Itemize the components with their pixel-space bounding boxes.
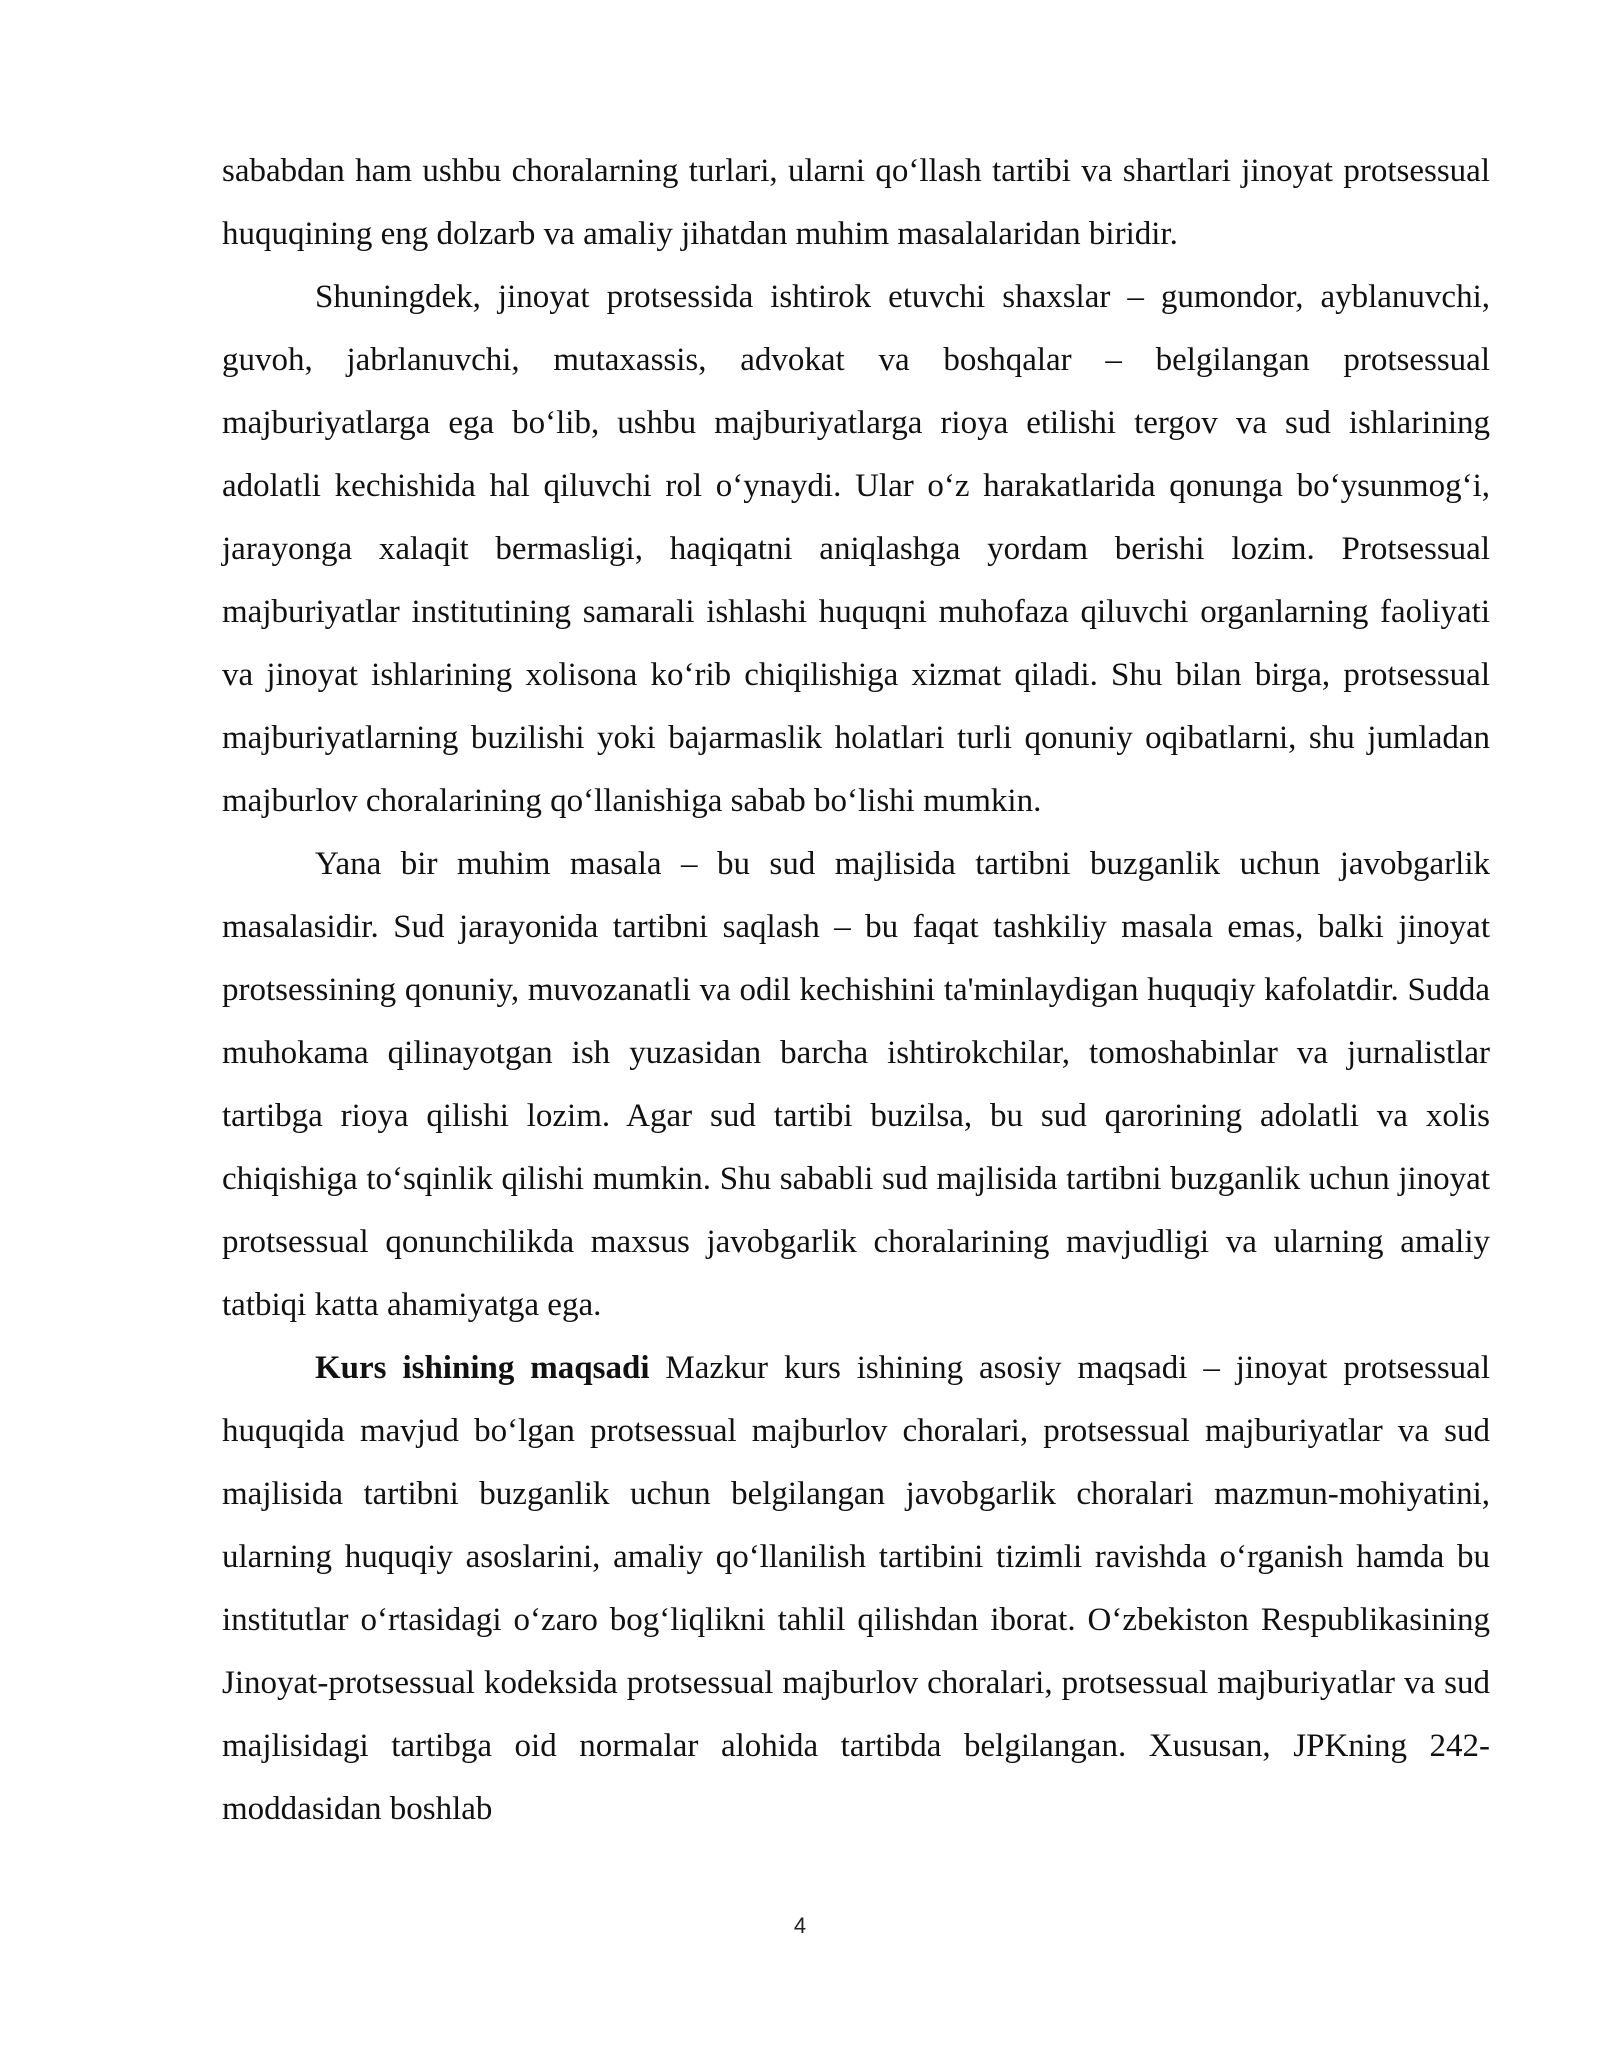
body-text: [222, 140, 1490, 1841]
paragraph-procedural-obligations: [222, 266, 1490, 833]
paragraph-text: sababdan ham ushbu choralarning turlari, ularni qo‘llash tartibi va shartlari jinoyat protsessual huquqining eng dolzarb va amaliy jihatdan muhim masalalaridan biridir.: [222, 153, 1490, 252]
paragraph-continuation: [222, 140, 1490, 266]
paragraph-text: Shuningdek, jinoyat protsessida ishtirok etuvchi shaxslar – gumondor, ayblanuvchi, guvoh, jabrlanuvchi, mutaxassis, advokat va boshqalar – belgilangan protsessual majburiyatlarga ega bo‘lib, ushbu majburiyatlarga rioya etilishi tergov va sud ishlarining adolatli kechishida hal qiluvchi rol o‘ynaydi. Ular o‘z harakatlarida qonunga bo‘ysunmog‘i, jarayonga xalaqit bermasligi, haqiqatni aniqlashga yordam berishi lozim. Protsessual majburiyatlar institutining samarali ishlashi huquqni muhofaza qiluvchi organlarning faoliyati va jinoyat ishlarining xolisona ko‘rib chiqilishiga xizmat qiladi. Shu bilan birga, protsessual majburiyatlarning buzilishi yoki bajarmaslik holatlari turli qonuniy oqibatlarni, shu jumladan majburlov choralarining qo‘llanishiga sabab bo‘lishi mumkin.: [222, 279, 1490, 819]
paragraph-text: Yana bir muhim masala – bu sud majlisida tartibni buzganlik uchun javobgarlik masalasidir. Sud jarayonida tartibni saqlash – bu faqat tashkiliy masala emas, balki jinoyat protsessining qonuniy, muvozanatli va odil kechishini ta'minlaydigan huquqiy kafolatdir. Sudda muhokama qilinayotgan ish yuzasidan barcha ishtirokchilar, tomoshabinlar va jurnalistlar tartibga rioya qilishi lozim. Agar sud tartibi buzilsa, bu sud qarorining adolatli va xolis chiqishiga to‘sqinlik qilishi mumkin. Shu sababli sud majlisida tartibni buzganlik uchun jinoyat protsessual qonunchilikda maxsus javobgarlik choralarining mavjudligi va ularning amaliy tatbiqi katta ahamiyatga ega.: [222, 846, 1490, 1323]
paragraph-text: Mazkur kurs ishining asosiy maqsadi – jinoyat protsessual huquqida mavjud bo‘lgan protsessual majburlov choralari, protsessual majburiyatlar va sud majlisida tartibni buzganlik uchun belgilangan javobgarlik choralari mazmun-mohiyatini, ularning huquqiy asoslarini, amaliy qo‘llanilish tartibini tizimli ravishda o‘rganish hamda bu institutlar o‘rtasidagi o‘zaro bog‘liqlikni tahlil qilishdan iborat. O‘zbekiston Respublikasining Jinoyat-protsessual kodeksida protsessual majburlov choralari, protsessual majburiyatlar va sud majlisidagi tartibga oid normalar alohida tartibda belgilangan. Xususan, JPKning 242-moddasidan boshlab: [222, 1350, 1490, 1827]
paragraph-course-goal: [222, 1337, 1490, 1841]
paragraph-bold-lead: Kurs ishining maqsadi: [315, 1350, 650, 1386]
page-number: 4: [793, 1913, 807, 1938]
paragraph-court-order-liability: [222, 833, 1490, 1337]
